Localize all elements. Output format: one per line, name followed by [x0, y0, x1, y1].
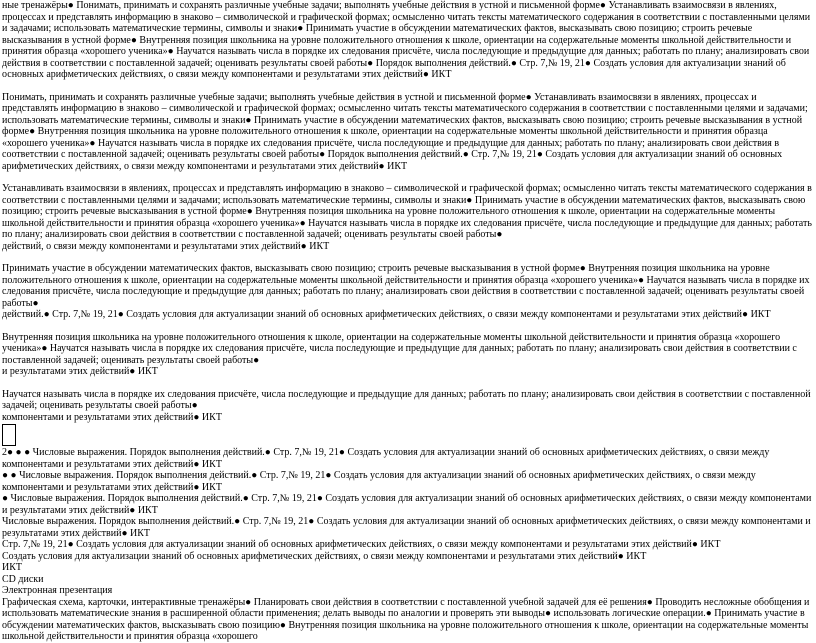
row-1: 2● ● ● Числовые выражения. Порядок выполнения действий.● Стр. 7,№ 19, 21● Создать условия для актуализации знаний об основных арифметических действиях, о связи между компонентами и результатами этих действий● ИКТ [2, 447, 770, 470]
spacer [2, 81, 814, 92]
paragraph-6-text: Научатся называть числа в порядке их следования присчёте, числа последующие и предыдущие для данных; работать по плану; анализировать свои действия в соответствии с поставленной задачей; оценивать результаты своей работы● [2, 388, 811, 411]
paragraph-6-tail: компонентами и результатами этих действий● ИКТ [2, 411, 222, 423]
paragraph-5-text: Внутренняя позиция школьника на уровне положительного отношения к школе, ориентации на содержательные моменты школьной действительности и принятия образца «хорошего ученика»● Научатся называть числа в порядке их следования присчёте, числа последующие и предыдущие для данных; работать по плану; анализировать свои действия в соответствии с поставленной задачей; оценивать результаты своей работы● [2, 331, 797, 366]
paragraph-3-text: Устанавливать взаимосвязи в явлениях, процессах и представлять информацию в знаково – символической и графической формах; осмысленно читать тексты математического содержания в соответствии с поставленными целями и задачами; использовать математические термины, символы и знаки● Принимать участие в обсуждении математических фактов, высказывать свою позицию; строить речевые высказывания в устной форме● Внутренняя позиция школьника на уровне положительного отношения к школе, ориентации на содержательные моменты школьной действительности и принятия образца «хорошего ученика»● Научатся называть числа в порядке их следования присчёте, числа последующие и предыдущие для данных; работать по плану; анализировать свои действия в соответствии с поставленной задачей; оценивать результаты своей работы● [2, 183, 812, 240]
spacer [2, 172, 814, 183]
paragraph-6 [2, 389, 814, 424]
row-5: Стр. 7,№ 19, 21● Создать условия для актуализации знаний об основных арифметических действиях, о связи между компонентами и результатами этих действий● ИКТ [2, 539, 721, 550]
row-9: Электронная презентация [2, 585, 113, 596]
spacer [2, 252, 814, 263]
empty-cell-box-wrap [2, 423, 814, 447]
row-2: ● ● Числовые выражения. Порядок выполнения действий.● Стр. 7,№ 19, 21● Создать условия для актуализации знаний об основных арифметических действиях, о связи между компонентами и результатами этих действий● ИКТ [2, 470, 756, 493]
spacer [2, 378, 814, 389]
paragraph-3-tail: действий, о связи между компонентами и результатами этих действий● ИКТ [2, 240, 330, 252]
row-10: Графическая схема, карточки, интерактивные тренажёры● Планировать свои действия в соответствии с поставленной учебной задачей для её решения● Проводить несложные обобщения и использовать математические знания в расширенной области применения; делать выводы по аналогии и проверять эти выводы● использовать логические операции.● Принимать участие в обсуждении математических фактов, высказывать свою позицию● Внутренняя позиция школьника на уровне положительного отношения к школе, ориентации на содержательные моменты школьной действительности и принятия образца «хорошего [2, 596, 810, 642]
row-7: ИКТ [2, 562, 22, 573]
row-6: Создать условия для актуализации знаний об основных арифметических действиях, о связи между компонентами и результатами этих действий● ИКТ [2, 550, 647, 562]
paragraph-4-tail: действий.● Стр. 7,№ 19, 21● Создать условия для актуализации знаний об основных арифметических действиях, о связи между компонентами и результатами этих действий● ИКТ [2, 309, 771, 320]
paragraph-5 [2, 332, 814, 378]
paragraph-2: Понимать, принимать и сохранять различные учебные задачи; выполнять учебные действия в устной и письменной форме● Устанавливать взаимосвязи в явлениях, процессах и представлять информацию в знаково – символической и графической формах; осмысленно читать тексты математического содержания в соответствии с поставленными целями и задачами; использовать математические термины, символы и знаки● Принимать участие в обсуждении математических фактов, высказывать свою позицию; строить речевые высказывания в устной форме● Внутренняя позиция школьника на уровне положительного отношения к школе, ориентации на содержательные моменты школьной действительности и принятия образца «хорошего ученика»● Научатся называть числа в порядке их следования присчёте, числа последующие и предыдущие для данных; работать по плану; анализировать свои действия в соответствии с поставленной задачей; оценивать результаты своей работы● Порядок выполнения действий.● Стр. 7,№ 19, 21● Создать условия для актуализации знаний об основных арифметических действиях, о связи между компонентами и результатами этих действий● ИКТ [2, 91, 808, 172]
spacer [2, 321, 814, 332]
paragraph-5-tail: и результатами этих действий● ИКТ [2, 366, 158, 377]
row-4: Числовые выражения. Порядок выполнения действий.● Стр. 7,№ 19, 21● Создать условия для актуализации знаний об основных арифметических действиях, о связи между компонентами и результатами этих действий● ИКТ [2, 516, 811, 539]
row-3: ● Числовые выражения. Порядок выполнения действий.● Стр. 7,№ 19, 21● Создать условия для актуализации знаний об основных арифметических действиях, о связи между компонентами и результатами этих действий● ИКТ [2, 493, 812, 516]
paragraph-1: ные тренажёры● Понимать, принимать и сохранять различные учебные задачи; выполнять учебные действия в устной и письменной форме● Устанавливать взаимосвязи в явлениях, процессах и представлять информацию в знаково – символической и графической формах; осмысленно читать тексты математического содержания в соответствии с поставленными целями и задачами; использовать математические термины, символы и знаки● Принимать участие в обсуждении математических фактов, высказывать свою позицию; строить речевые высказывания в устной форме● Внутренняя позиция школьника на уровне положительного отношения к школе, ориентации на содержательные моменты школьной действительности и принятия образца «хорошего ученика»● Научатся называть числа в порядке их следования присчёте, числа последующие и предыдущие для данных; работать по плану; анализировать свои действия в соответствии с поставленной задачей; оценивать результаты своей работы● Порядок выполнения действий.● Стр. 7,№ 19, 21● Создать условия для актуализации знаний об основных арифметических действиях, о связи между компонентами и результатами этих действий● ИКТ [2, 0, 811, 80]
paragraph-4 [2, 263, 814, 321]
empty-cell-box [2, 424, 16, 446]
paragraph-3 [2, 183, 814, 252]
paragraph-4-text: Принимать участие в обсуждении математических фактов, высказывать свою позицию; строить речевые высказывания в устной форме● Внутренняя позиция школьника на уровне положительного отношения к школе, ориентации на содержательные моменты школьной действительности и принятия образца «хорошего ученика»● Научатся называть числа в порядке их следования присчёте, числа последующие и предыдущие для данных; работать по плану; анализировать свои действия в соответствии с поставленной задачей; оценивать результаты своей работы● [2, 263, 810, 309]
row-8: CD диски [2, 573, 44, 585]
